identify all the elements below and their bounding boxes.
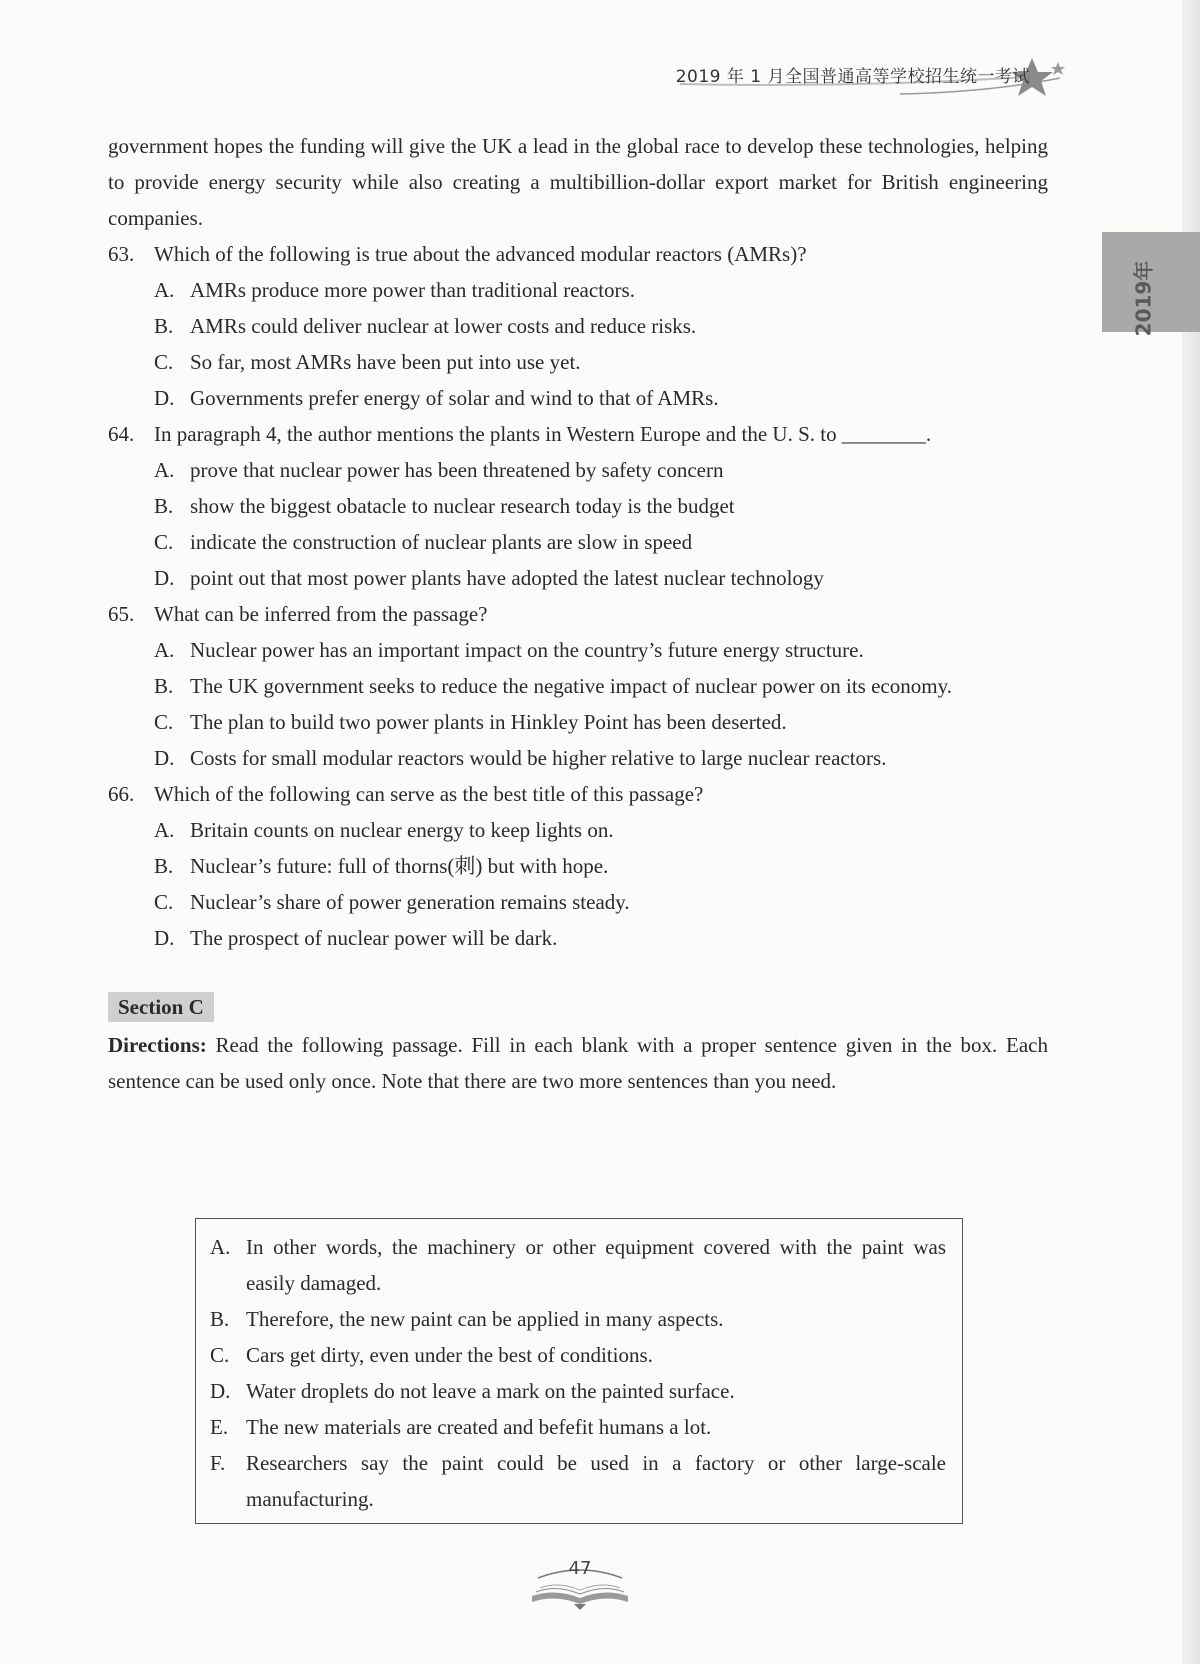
option-letter: C. [154,350,174,374]
box-sentence-text: Cars get dirty, even under the best of conditions. [246,1343,653,1367]
question-64 [108,416,1048,596]
option-text: Nuclear’s share of power generation remains steady. [190,890,630,914]
question-number: 65. [108,602,135,626]
answer-option [154,812,1048,848]
question-text: In paragraph 4, the author mentions the plants in Western Europe and the U. S. to ________. [154,422,932,446]
answer-option [154,848,1048,884]
option-letter: D. [154,746,175,770]
directions-text: Read the following passage. Fill in each blank with a proper sentence given in the box. Each sentence can be used only once. Note that there are two more sentences than you need. [108,1033,1048,1093]
option-letter: B. [154,314,174,338]
box-sentence-letter: C. [210,1343,230,1367]
question-stem [108,776,1048,812]
section-c-directions [108,1027,1048,1099]
option-text: Nuclear power has an important impact on the country’s future energy structure. [190,638,864,662]
option-letter: A. [154,278,175,302]
answer-option [154,668,1048,704]
option-letter: A. [154,638,175,662]
question-stem [108,416,1048,452]
answer-option [154,524,1048,560]
option-letter: B. [154,494,174,518]
option-letter: D. [154,386,175,410]
option-letter: D. [154,566,175,590]
question-66 [108,776,1048,956]
answer-option [154,344,1048,380]
option-text: The plan to build two power plants in Hinkley Point has been deserted. [190,710,787,734]
option-text: Britain counts on nuclear energy to keep lights on. [190,818,614,842]
box-sentence-text: The new materials are created and befefit humans a lot. [246,1415,712,1439]
option-letter: C. [154,530,174,554]
option-text: Nuclear’s future: full of thorns(刺) but with hope. [190,854,609,878]
page-header [660,58,1100,108]
question-63 [108,236,1048,416]
box-sentence-letter: F. [210,1451,226,1475]
box-sentence [210,1229,946,1301]
answer-option [154,452,1048,488]
option-text: Costs for small modular reactors would be higher relative to large nuclear reactors. [190,746,887,770]
box-sentence-text: Water droplets do not leave a mark on the painted surface. [246,1379,735,1403]
box-sentence-text: In other words, the machinery or other equipment covered with the paint was easily damaged. [246,1235,946,1295]
option-text: The UK government seeks to reduce the negative impact of nuclear power on its economy. [190,674,952,698]
box-sentence-letter: A. [210,1235,231,1259]
year-side-tab [1102,232,1200,337]
answer-option [154,884,1048,920]
question-list [108,236,1048,956]
question-stem [108,236,1048,272]
option-letter: A. [154,818,175,842]
question-number: 63. [108,242,135,266]
answer-option [154,308,1048,344]
box-sentence [210,1337,946,1373]
question-65 [108,596,1048,776]
answer-option [154,560,1048,596]
option-text: So far, most AMRs have been put into use yet. [190,350,581,374]
box-sentence-letter: D. [210,1379,231,1403]
answer-option [154,920,1048,956]
header-title: 2019 年 1 月全国普通高等学校招生统一考试 [675,67,1030,87]
option-text: prove that nuclear power has been threatened by safety concern [190,458,724,482]
box-sentence-text: Therefore, the new paint can be applied in many aspects. [246,1307,724,1331]
question-number: 66. [108,782,135,806]
answer-option [154,272,1048,308]
option-text: indicate the construction of nuclear plants are slow in speed [190,530,693,554]
box-sentence [210,1373,946,1409]
option-letter: C. [154,890,174,914]
content [108,128,1048,1099]
option-letter: C. [154,710,174,734]
answer-option [154,488,1048,524]
page-footer [520,1552,640,1612]
section-c-heading: Section C [108,992,214,1022]
box-sentence-letter: E. [210,1415,229,1439]
directions-label: Directions: [108,1033,207,1057]
box-sentence [210,1409,946,1445]
option-letter: A. [154,458,175,482]
answer-option [154,632,1048,668]
option-text: The prospect of nuclear power will be dark. [190,926,558,950]
option-text: Governments prefer energy of solar and wind to that of AMRs. [190,386,719,410]
answer-option [154,704,1048,740]
answer-option [154,380,1048,416]
box-sentence-letter: B. [210,1307,230,1331]
option-letter: B. [154,674,174,698]
option-text: AMRs could deliver nuclear at lower costs and reduce risks. [190,314,697,338]
question-text: Which of the following can serve as the best title of this passage? [154,782,704,806]
box-sentence [210,1445,946,1517]
option-text: show the biggest obatacle to nuclear research today is the budget [190,494,735,518]
option-letter: B. [154,854,174,878]
question-stem [108,596,1048,632]
option-letter: D. [154,926,175,950]
question-number: 64. [108,422,135,446]
sentence-option-box [195,1218,963,1524]
question-text: Which of the following is true about the advanced modular reactors (AMRs)? [154,242,807,266]
side-tab-label: 2019年 [1131,260,1156,337]
page-number: 47 [568,1558,592,1579]
box-sentence [210,1301,946,1337]
answer-option [154,740,1048,776]
box-sentence-text: Researchers say the paint could be used in a factory or other large-scale manufacturing. [246,1451,946,1511]
option-text: point out that most power plants have adopted the latest nuclear technology [190,566,824,590]
option-text: AMRs produce more power than traditional reactors. [190,278,635,302]
passage-end-paragraph: government hopes the funding will give the UK a lead in the global race to develop these technologies, helping to provide energy security while also creating a multibillion-dollar export market for British engineering companies. [108,134,1048,230]
question-text: What can be inferred from the passage? [154,602,488,626]
